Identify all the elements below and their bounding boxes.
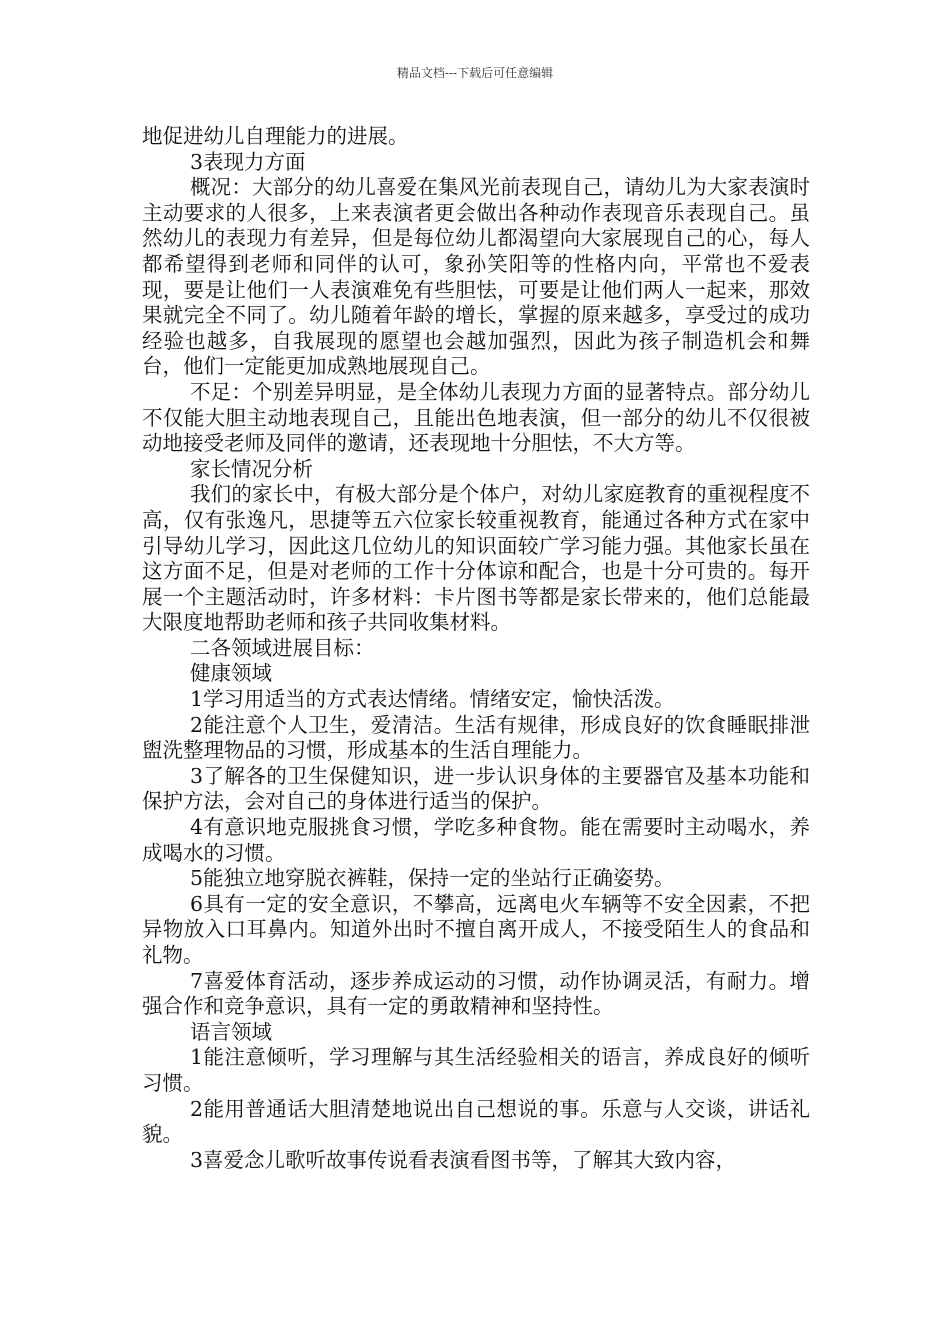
list-item: 1能注意倾听，学习理解与其生活经验相关的语言，养成良好的倾听习惯。 [142,1045,810,1095]
list-item: 7喜爱体育活动，逐步养成运动的习惯，动作协调灵活，有耐力。增强合作和竞争意识，具有一定的勇敢精神和坚持性。 [142,968,810,1019]
section-heading: 健康领域 [190,661,272,686]
paragraph: 地促进幼儿自理能力的进展。 [142,124,409,148]
document-body [142,124,810,1173]
paragraph: 不足：个别差异明显，是全体幼儿表现力方面的显著特点。部分幼儿不仅能大胆主动地表现自己，且能出色地表演，但一部分的幼儿不仅很被动地接受老师及同伴的邀请，还表现地十分胆怯，不大方等。 [142,379,810,456]
paragraph: 我们的家长中，有极大部分是个体户，对幼儿家庭教育的重视程度不高，仅有张逸凡，思捷等五六位家长较重视教育，能通过各种方式在家中引导幼儿学习，因此这几位幼儿的知识面较广学习能力强。其他家长虽在这方面不足，但是对老师的工作十分体谅和配合，也是十分可贵的。每开展一个主题活动时，许多材料：卡片图书等都是家长带来的，他们总能最大限度地帮助老师和孩子共同收集材料。 [142,482,810,635]
list-item: 4有意识地克服挑食习惯，学吃多种食物。能在需要时主动喝水，养成喝水的习惯。 [142,815,810,865]
page-header: 精品文档---下载后可任意编辑 [396,66,554,80]
list-item: 3了解各的卫生保健知识，进一步认识身体的主要器官及基本功能和保护方法，会对自己的身体进行适当的保护。 [142,763,810,814]
paragraph: 概况：大部分的幼儿喜爱在集风光前表现自己，请幼儿为大家表演时主动要求的人很多，上来表演者更会做出各种动作表现音乐表现自己。虽然幼儿的表现力有差异，但是每位幼儿都渴望向大家展现自己的心，每人都希望得到老师和同伴的认可，象孙笑阳等的性格内向，平常也不爱表现，要是让他们一人表演难免有些胆怯，可要是让他们两人一起来，那效果就完全不同了。幼儿随着年龄的增长，掌握的原来越多，享受过的成功经验也越多，自我展现的愿望也会越加强烈，因此为孩子制造机会和舞台，他们一定能更加成熟地展现自己。 [142,175,810,379]
section-heading: 3表现力方面 [190,149,306,174]
list-item: 3喜爱念儿歌听故事传说看表演看图书等，了解其大致内容， [190,1147,737,1172]
list-item: 6具有一定的安全意识，不攀高，远离电火车辆等不安全因素，不把异物放入口耳鼻内。知道外出时不擅自离开成人，不接受陌生人的食品和礼物。 [142,891,810,967]
section-heading: 家长情况分析 [190,456,313,481]
section-heading: 语言领域 [190,1019,272,1044]
section-heading: 二各领域进展目标： [190,635,375,660]
list-item: 1学习用适当的方式表达情绪。情绪安定，愉快活泼。 [190,687,675,712]
list-item: 2能注意个人卫生，爱清洁。生活有规律，形成良好的饮食睡眠排泄盥洗整理物品的习惯，形成基本的生活自理能力。 [142,712,810,763]
list-item: 5能独立地穿脱衣裤鞋，保持一定的坐站行正确姿势。 [190,866,675,891]
list-item: 2能用普通话大胆清楚地说出自己想说的事。乐意与人交谈，讲话礼貌。 [142,1096,810,1147]
